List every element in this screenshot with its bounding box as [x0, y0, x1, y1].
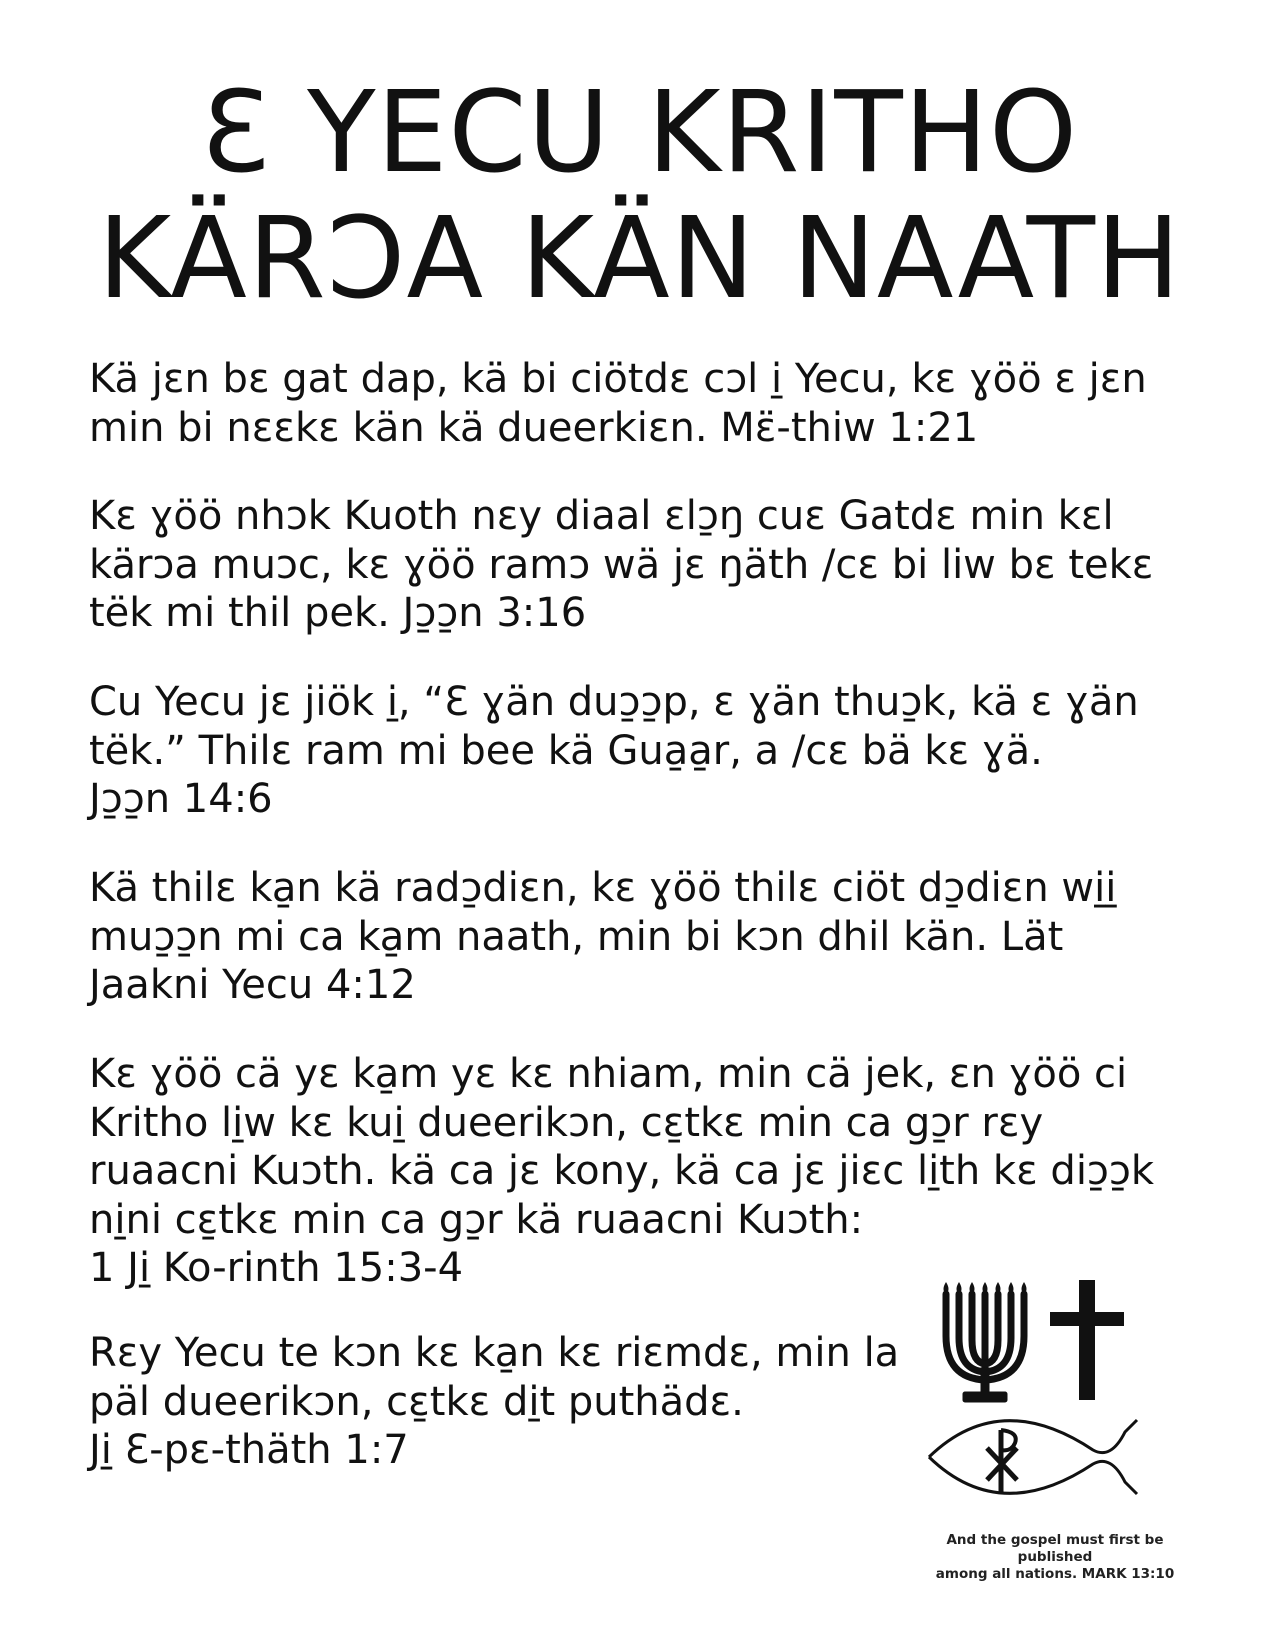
symbols-caption: And the gospel must first be published among all nations. MARK 13:10 — [935, 1532, 1175, 1582]
cross-icon — [1050, 1280, 1124, 1400]
faith-symbols — [925, 1280, 1185, 1550]
verse-john-3-16: Kɛ ɣöö nhɔk Kuoth nɛy diaal ɛlɔ̱ŋ cuɛ Gatdɛ min kɛl kärɔa muɔc, kɛ ɣöö ramɔ wä jɛ ŋäth /cɛ bi liw bɛ tekɛ tëk mi thil pek. Jɔ̱ɔ̱n 3:16 — [89, 493, 1154, 636]
title-line-2: KÄRƆA KÄN NAATH — [97, 194, 1182, 324]
title-line-1: Ɛ YECU KRITHO — [200, 68, 1079, 198]
menorah-icon — [944, 1282, 1027, 1402]
ichthys-chi-rho-icon — [929, 1420, 1137, 1494]
verse-james-4-12: Kä thilɛ ka̱n kä radɔ̱diɛn, kɛ ɣöö thilɛ ciöt dɔ̱diɛn wi̱i̱ muɔ̱ɔ̱n mi ca ka̱m naath, min bi kɔn dhil kän. Lät Jaakni Yecu 4:12 — [89, 865, 1117, 1008]
verse-john-14-6: Cu Yecu jɛ jiök i̱, “Ɛ ɣän duɔ̱ɔ̱p, ɛ ɣän thuɔ̱k, kä ɛ ɣän tëk.” Thilɛ ram mi bee kä Gua̱a̱r, a /cɛ bä kɛ ɣä. Jɔ̱ɔ̱n 14:6 — [89, 679, 1139, 822]
verse-matthew-1-21: Kä jɛn bɛ gat dap, kä bi ciötdɛ cɔl i̱ Yecu, kɛ ɣöö ɛ jɛn min bi nɛɛkɛ kän kä dueerkiɛn. Mɛ̈-thiw 1:21 — [89, 356, 1147, 451]
page-title — [0, 70, 1279, 322]
verse-ephesians-1-7: Rɛy Yecu te kɔn kɛ ka̱n kɛ riɛmdɛ, min la päl dueerikɔn, cɛ̱tkɛ di̱t puthädɛ. Ji̱ Ɛ-pɛ-thäth 1:7 — [89, 1330, 900, 1473]
verse-1-corinthians-15-3-4: Kɛ ɣöö cä yɛ ka̱m yɛ kɛ nhiam, min cä jek, ɛn ɣöö ci Kritho li̱w kɛ kui̱ dueerikɔn, cɛ̱tkɛ min ca gɔ̱r rɛy ruaacni Kuɔth. kä ca jɛ kony, kä ca jɛ jiɛc li̱th kɛ diɔ̱ɔ̱k ni̱ni cɛ̱tkɛ min ca gɔ̱r kä ruaacni Kuɔth: 1 Ji̱ Ko-rinth 15:3-4 — [89, 1051, 1155, 1291]
